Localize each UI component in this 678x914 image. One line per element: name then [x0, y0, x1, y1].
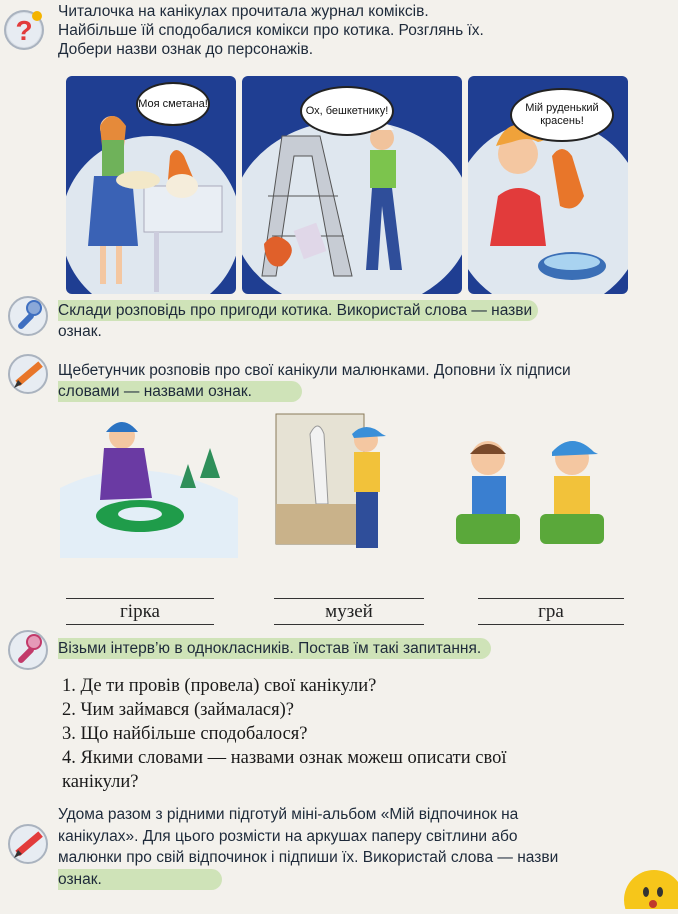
blank-line — [66, 598, 214, 599]
picture-museum — [270, 404, 420, 560]
comic-panel-3 — [468, 76, 628, 294]
blank-line — [274, 598, 424, 599]
task-3-line: Щебетунчик розповів про свої канікули малюнками. Доповни їх підписи — [58, 362, 571, 379]
caption-label: гірка — [120, 601, 160, 622]
task-3-line: словами — назвами ознак. — [58, 381, 302, 402]
task-1-line: Читалочка на канікулах прочитала журнал коміксів. — [58, 3, 429, 20]
question-item: канікули? — [62, 772, 139, 792]
question-item: 1. Де ти провів (провела) свої канікули? — [62, 676, 377, 696]
task-5-line: Удома разом з рідними підготуй міні-альбом «Мій відпочинок на — [58, 806, 519, 823]
task-2-line: ознак. — [58, 323, 102, 340]
comic-panel-1 — [66, 76, 236, 294]
blank-line — [478, 598, 624, 599]
task-5-line: малюнки про свій відпочинок і підпиши їх. Використай слова — назви — [58, 849, 559, 866]
task-1-line: Найбільше їй сподобалися комікси про котика. Розглянь їх. — [58, 22, 484, 39]
question-item: 3. Що найбільше сподобалося? — [62, 724, 308, 744]
task-5-text — [58, 804, 558, 890]
task-5-line: ознак. — [58, 869, 222, 891]
svg-text:?: ? — [15, 15, 33, 46]
task-2-text — [58, 300, 538, 342]
task-1-text — [58, 2, 484, 59]
picture-game — [448, 428, 618, 558]
blank-line — [274, 624, 424, 625]
task-5-line: канікулах». Для цього розмісти на аркушах паперу світлини або — [58, 827, 518, 845]
microphone-icon — [6, 294, 50, 343]
blank-line — [66, 624, 214, 625]
microphone-icon — [6, 628, 50, 677]
pencil-icon — [6, 822, 50, 871]
task-3-text — [58, 360, 571, 402]
smiley-icon — [620, 866, 678, 914]
task-4-line: Візьми інтерв’ю в однокласників. Постав їм такі запитання. — [58, 638, 491, 659]
question-item: 4. Якими словами — назвами ознак можеш описати свої — [62, 748, 507, 768]
task-1-line: Добери назви ознак до персонажів. — [58, 41, 314, 58]
speech-bubble: Моя сметана! — [136, 82, 210, 126]
pencil-icon — [6, 352, 50, 401]
task-2-line: Склади розповідь про пригоди котика. Використай слова — назви — [58, 300, 538, 321]
task-4-text — [58, 638, 491, 659]
picture-sledding — [60, 408, 238, 558]
caption-label: гра — [538, 601, 564, 622]
question-item: 2. Чим займався (займалася)? — [62, 700, 295, 720]
question-icon — [4, 10, 44, 50]
caption-label: музей — [325, 601, 373, 622]
speech-bubble: Мій руденький красень! — [510, 88, 614, 142]
speech-bubble: Ох, бешкетнику! — [300, 86, 394, 136]
comic-panel-2 — [242, 76, 462, 294]
blank-line — [478, 624, 624, 625]
